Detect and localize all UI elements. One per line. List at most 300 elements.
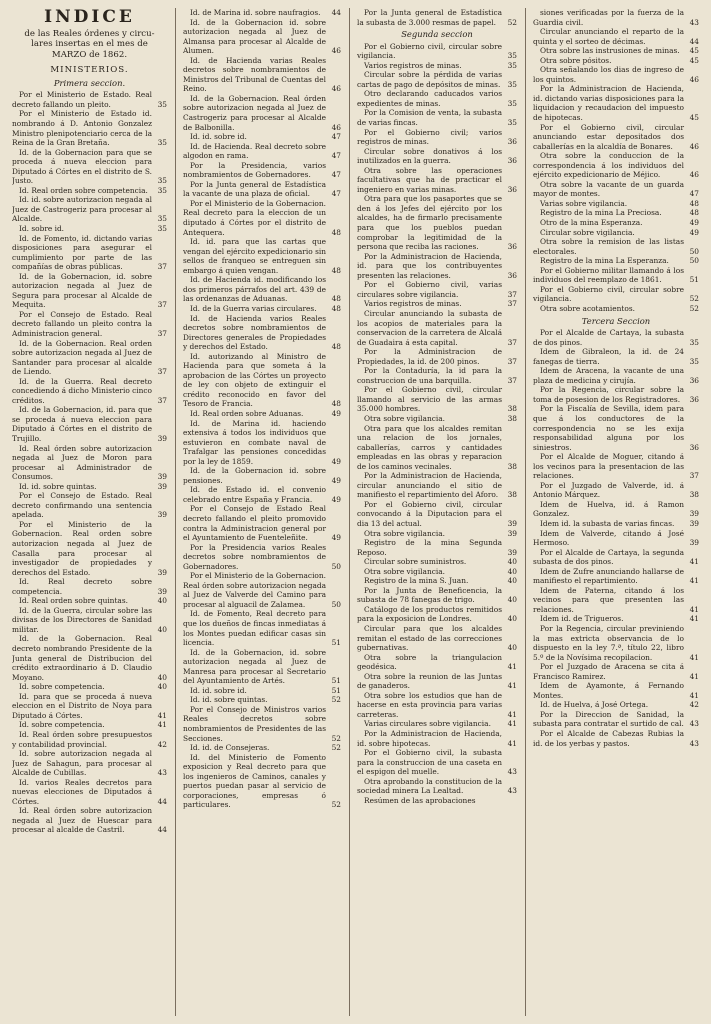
index-entry: [12, 90, 167, 109]
index-entry: [357, 280, 517, 299]
entry-page-number: 44: [157, 825, 167, 835]
entry-page-number: 47: [331, 170, 341, 180]
entry-page-number: 40: [507, 595, 517, 605]
index-entry: [533, 151, 699, 180]
index-entry: [533, 500, 699, 519]
entry-text: Id. Real orden sobre quintas.: [19, 596, 128, 606]
index-entry: [357, 777, 517, 796]
index-entry: [357, 89, 517, 108]
entry-page-number: 48: [331, 265, 341, 275]
index-entry: [533, 123, 699, 152]
entry-page-number: 35: [689, 337, 699, 347]
entry-page-number: 44: [331, 8, 341, 17]
index-entry: [12, 749, 167, 778]
index-entry: [183, 237, 341, 275]
entry-text: Id. de la Gobernacion, id. sobre autorizacion negada al Juez de Segura para procesar al Alcalde de Mequita.: [12, 271, 152, 310]
index-entry: [12, 405, 167, 443]
entry-page-number: 50: [689, 246, 699, 256]
index-entry: [357, 748, 517, 777]
entry-text: Por el Ministerio de la Gobernacion. Real órden sobre autorizacion negada al Juez de Valverde del Camino para procesar al alguacil de Zalamea.: [183, 571, 326, 609]
index-entry: [183, 571, 341, 609]
entry-page-number: 49: [331, 494, 341, 504]
entry-page-number: 46: [331, 46, 341, 56]
index-entry: [533, 218, 699, 228]
entry-page-number: 50: [331, 599, 341, 609]
entry-text: Por la Administracion de Propiedades, la id. de 200 pinos.: [357, 347, 502, 366]
index-entry: [357, 147, 517, 166]
entry-text: Otra sobre vigilancia.: [364, 566, 445, 576]
index-entry: [357, 108, 517, 127]
entry-text: Por la Junta de Beneficencia, la subasta de 78 fanegas de trigo.: [357, 585, 502, 605]
section-heading: Segunda seccion: [401, 29, 473, 40]
index-entry: [357, 586, 517, 605]
entry-text: Por la Direccion de Sanidad, la subasta para contratar el surtido de cal.: [533, 709, 684, 729]
entry-page-number: 41: [157, 710, 167, 720]
index-entry: [533, 452, 699, 481]
index-entry: [357, 166, 517, 195]
section-heading-first: Primera seccion.: [53, 77, 126, 88]
entry-page-number: 38: [507, 490, 517, 500]
entry-text: Por la Junta general de Estadística la subasta de 3.000 resmas de papel.: [357, 8, 502, 27]
entry-page-number: 52: [331, 733, 341, 743]
index-entry: [533, 662, 699, 681]
entry-text: Id. de Hacienda. Real decreto sobre algodon en rama.: [183, 141, 326, 161]
index-entry: [533, 729, 699, 748]
index-entry: [183, 504, 341, 542]
index-entry: [533, 385, 699, 404]
entry-page-number: 37: [157, 262, 167, 272]
index-entry: [533, 228, 699, 238]
entry-page-number: 41: [689, 652, 699, 662]
entry-page-number: 49: [689, 227, 699, 237]
index-entry: [533, 8, 699, 27]
entry-page-number: 41: [689, 690, 699, 700]
index-entry: [533, 304, 699, 314]
index-entry: [183, 142, 341, 161]
entry-page-number: 49: [331, 475, 341, 485]
entry-page-number: 41: [157, 720, 167, 730]
entry-page-number: 41: [689, 604, 699, 614]
entry-text: Id. de la Gobernacion para que se proceda á nueva eleccion para Diputado á Córtes en el distrito de S. Justo.: [12, 147, 152, 186]
entries-list: [533, 8, 699, 748]
index-entry: [12, 778, 167, 807]
entry-text: Por la Administracion de Hacienda, id. para que los contribuyentes presenten las relaciones.: [357, 251, 502, 280]
entry-page-number: 43: [507, 767, 517, 777]
entry-text: Por el Ministerio de Estado. Real decreto fallando un pleito.: [12, 90, 152, 109]
entry-text: Id. de Hacienda varios Reales decretos sobre nombramientos de Directores generales de Propiedades y derechos del Estado.: [183, 313, 326, 352]
index-entry: [357, 605, 517, 624]
entry-page-number: 36: [689, 394, 699, 404]
entry-text: Id. de la Guerra. Real decreto concediendo á dicho Ministerio cinco créditos.: [12, 376, 152, 405]
entry-page-number: 36: [689, 442, 699, 452]
index-entry: [357, 366, 517, 385]
entry-page-number: 35: [507, 79, 517, 89]
index-entry: [357, 672, 517, 691]
entry-page-number: 41: [507, 709, 517, 719]
index-entry: [183, 743, 341, 753]
entry-text: Por la Regencia, circular previniendo la mas extricta observancia de lo dispuesto en la ley 7.ª, título 22, libro 5.º de la Novísima recopilacion.: [533, 624, 684, 662]
index-entry: [183, 609, 341, 647]
entry-text: Otra sobre la vacante de un guarda mayor de montes.: [533, 179, 684, 199]
entry-page-number: 43: [689, 17, 699, 27]
entry-text: Id. de Fomento, Real decreto para que los dueños de fincas inmediatas á los Montes puedan edificar casas sin licencia.: [183, 609, 326, 648]
entry-text: Por el Gobierno civil, circular sobre vigilancia.: [357, 41, 502, 61]
entry-text: Resúmen de las aprobaciones: [364, 795, 476, 805]
entry-text: Otra aprobando la constitucion de la sociedad minera La Lealtad.: [357, 776, 502, 796]
entry-text: Registro de la mina La Preciosa.: [540, 208, 662, 218]
entries-list: [183, 8, 341, 810]
index-entry: [12, 234, 167, 272]
entry-page-number: 46: [689, 170, 699, 180]
entry-text: Id. varios Reales decretos para nuevas elecciones de Diputados á Córtes.: [12, 777, 152, 806]
index-entry: [357, 299, 517, 309]
entry-text: Por el Gobierno civil, circular sobre vigilancia.: [533, 284, 684, 304]
entry-text: Por el Juzgado de Valverde, id. á Antonio Márquez.: [533, 480, 684, 500]
index-entry: [183, 352, 341, 409]
index-entry: [357, 691, 517, 720]
entry-text: Id. de Fomento, id. dictando varias disposiciones para asegurar el cumplimiento por parte de las compañías de obras públicas.: [12, 233, 152, 272]
entry-text: Por el Consejo de Estado Real decreto fallando el pleito promovido contra la Administracion general por el Ayuntamiento de Fuenteleñite.: [183, 504, 326, 543]
entry-page-number: 51: [331, 685, 341, 695]
entry-page-number: 46: [689, 141, 699, 151]
entry-page-number: 49: [331, 456, 341, 466]
entry-text: Id. autorizando al Ministro de Hacienda para que someta á la aprobacion de las Córtes un proyecto de ley con objeto de extinguir el crédito reconocido en favor del Tesoro de Francia.: [183, 351, 326, 409]
index-entry: [183, 753, 341, 810]
entry-text: Otra sobre vigilancia.: [364, 413, 445, 423]
entry-text: Id. id. para que las cartas que vengan del ejército expedicionario sin sellos de franqueo se entreguen sin embargo á quien vengan.: [183, 237, 326, 275]
entry-text: Id. Real decreto sobre competencia.: [12, 577, 152, 596]
column-1: [12, 8, 167, 1018]
entry-page-number: 52: [689, 303, 699, 313]
entry-page-number: 40: [507, 614, 517, 624]
entry-text: Por el Ministerio de la Gobernacion. Real decreto para la eleccion de un diputado á Córtes por el distrito de Antequera.: [183, 198, 326, 237]
entry-text: Registro de la mina La Esperanza.: [540, 256, 669, 266]
entry-text: Varios registros de minas.: [364, 299, 462, 309]
index-entry: [12, 634, 167, 682]
entry-text: Por el Alcalde de Cartaya, la subasta de dos pinos.: [533, 328, 684, 347]
index-entry: [183, 199, 341, 237]
index-entry: [357, 309, 517, 347]
entry-page-number: 52: [331, 695, 341, 705]
index-entry: [12, 806, 167, 835]
entry-text: Idem de Gibraleon, la id. de 24 fanegas de tierra.: [533, 347, 684, 366]
entry-page-number: 41: [507, 662, 517, 672]
entry-text: Por el Gobierno militar llamando á los individuos del reemplazo de 1861.: [533, 265, 684, 285]
index-entry: [12, 692, 167, 721]
index-entry: [357, 500, 517, 529]
entry-text: Por la Presidencia, varios nombramientos de Gobernadores.: [183, 160, 326, 180]
index-subtitle-line: MARZO de 1862.: [51, 49, 128, 60]
entry-page-number: 43: [507, 786, 517, 796]
index-entry: [357, 42, 517, 61]
index-entry: [12, 444, 167, 482]
entry-page-number: 50: [689, 256, 699, 266]
index-entry: [357, 8, 517, 27]
index-entry: [12, 109, 167, 147]
entry-text: Por la Junta general de Estadística la vacante de una plaza de oficial.: [183, 179, 326, 199]
entry-page-number: 37: [507, 337, 517, 347]
index-entry: [183, 314, 341, 352]
index-entry: [183, 275, 341, 304]
entry-page-number: 36: [689, 375, 699, 385]
entry-text: Otra señalando los dias de ingreso de los quintos.: [533, 65, 684, 84]
entry-text: Por la Comision de venta, la subasta de varias fincas.: [357, 108, 502, 128]
entry-page-number: 35: [689, 356, 699, 366]
entry-page-number: 37: [689, 471, 699, 481]
entry-page-number: 52: [507, 17, 517, 27]
entry-page-number: 39: [157, 567, 167, 577]
entry-text: Id. para que se proceda á nueva eleccion en el Distrito de Noya para Diputado á Córtes.: [12, 691, 152, 720]
index-entry: [533, 567, 699, 586]
entry-text: Otra para que los alcaldes remitan una relacion de los jornales, caballerías, carros y cantidades empleadas en las obras y reparacion de los caminos vecinales.: [357, 423, 502, 471]
entry-text: Idem de Ayamonte, á Fernando Montes.: [533, 681, 684, 700]
entry-page-number: 47: [689, 189, 699, 199]
entry-text: Otra sobre la reunion de las Juntas de ganaderos.: [357, 671, 502, 691]
index-entry: [12, 148, 167, 186]
entry-text: Id. Real orden sobre Aduanas.: [190, 408, 304, 418]
entry-text: Por el Gobierno civil, circular llamando al servicio de las armas 35.000 hombres.: [357, 385, 502, 414]
entry-page-number: 47: [331, 151, 341, 161]
entry-page-number: 37: [507, 289, 517, 299]
entry-page-number: 36: [507, 242, 517, 252]
column-rule: [175, 8, 176, 1016]
entry-page-number: 43: [157, 768, 167, 778]
entry-page-number: 44: [689, 36, 699, 46]
column-rule: [525, 8, 526, 1016]
entry-page-number: 37: [507, 356, 517, 366]
column-rule: [349, 8, 350, 1016]
index-entry: [12, 682, 167, 692]
entry-page-number: 48: [331, 294, 341, 304]
index-entry: [183, 695, 341, 705]
entry-text: Idem de Valverde, citando á José Hermoso.: [533, 528, 684, 548]
entry-text: Por el Ministerio de la Gobernacion. Real orden sobre autorizacion negada al Juez de Casalla para procesar al investigador de propiedades y derechos del Estado.: [12, 519, 152, 577]
entry-text: Catálogo de los productos remitidos para la exposicion de Londres.: [357, 604, 502, 624]
column-4: [533, 8, 699, 1018]
entry-text: Otra sobre las instrusiones de minas.: [540, 46, 680, 56]
entry-page-number: 39: [157, 586, 167, 596]
entry-page-number: 41: [689, 557, 699, 567]
index-entry: [533, 529, 699, 548]
entry-text: Por el Consejo de Estado. Real decreto confirmando una sentencia apelada.: [12, 491, 152, 520]
entry-text: Circular sobre donativos á los inutilizados en la guerra.: [357, 146, 502, 166]
entry-text: Id. id. de Consejeras.: [190, 743, 270, 753]
index-entry: [533, 519, 699, 529]
entry-page-number: 41: [689, 614, 699, 624]
entry-text: Id. de la Gobernacion, id. para que se proceda á nueva eleccion para Diputado á Córtes en el distrito de Trujillo.: [12, 405, 152, 443]
entry-text: Circular sobre vigilancia.: [540, 227, 635, 237]
entry-text: Id. de la Gobernacion, id. sobre autorizacion negada al Juez de Manresa para procesar al Secretario del Ayuntamiento de Artés.: [183, 647, 326, 686]
entry-text: Por el Gobierno civil, varias circulares sobre vigilancia.: [357, 280, 502, 299]
entry-page-number: 35: [157, 138, 167, 148]
entry-page-number: 46: [689, 74, 699, 84]
entry-text: Id. sobre competencia.: [19, 682, 105, 692]
entry-page-number: 37: [157, 395, 167, 405]
entry-page-number: 37: [507, 299, 517, 309]
entry-text: Por el Juzgado de Aracena se cita á Francisco Ramirez.: [533, 662, 684, 681]
entry-text: Id. id. sobre id.: [190, 685, 247, 695]
index-entry: [533, 347, 699, 366]
entry-text: Por el Alcalde de Moguer, citando á los vecinos para la presentacion de las relaciones.: [533, 452, 684, 481]
entry-page-number: 37: [157, 300, 167, 310]
entry-page-number: 48: [689, 208, 699, 218]
entry-page-number: 38: [507, 404, 517, 414]
index-entry: [183, 161, 341, 180]
index-entry: [183, 466, 341, 485]
entry-text: Idem id. la subasta de varias fincas.: [540, 518, 675, 528]
entry-text: Id. de Hacienda varias Reales decretos sobre nombramientos de Ministros del Tribunal de Cuentas del Reino.: [183, 55, 326, 94]
index-entry: [357, 729, 517, 748]
entry-text: Id. de la Gobernacion id. sobre autorizacion negada al Juez de Almansa para procesar al Alcalde de Alumen.: [183, 17, 326, 56]
index-entry: [357, 624, 517, 653]
index-entry: [357, 576, 517, 586]
entry-page-number: 51: [331, 638, 341, 648]
entry-text: Idem de Huelva, id. á Ramon Gonzalez.: [533, 499, 684, 519]
index-entry: [357, 347, 517, 366]
index-entry: [12, 224, 167, 234]
entry-text: Id. sobre autorizacion negada al Juez de Sahagun, para procesar al Alcalde de Cubillas.: [12, 749, 152, 778]
index-entry: [533, 481, 699, 500]
index-entry: [357, 719, 517, 729]
entry-text: Id. id. sobre quintas.: [190, 695, 268, 705]
index-entry: [357, 529, 517, 539]
entry-page-number: 36: [507, 137, 517, 147]
entry-text: Id. de la Gobernacion. Real decreto nombrando Presidente de la Junta general de Distribucion del crédito extraordinario á D. Claudio Moyano.: [12, 634, 152, 682]
entry-page-number: 36: [507, 270, 517, 280]
index-entry: [12, 195, 167, 224]
column-3: [357, 8, 517, 1018]
entry-text: Idem de Paterna, citando á los vecinos para que presenten las relaciones.: [533, 585, 684, 614]
entry-page-number: 43: [689, 738, 699, 748]
index-entry: [12, 720, 167, 730]
entry-text: Id. de Hacienda id. modificando los dos primeros párrafos del art. 439 de las ordenanzas de Aduanas.: [183, 275, 326, 304]
index-entry: [12, 491, 167, 520]
index-entry: [357, 471, 517, 500]
entry-text: Por el Ministerio de Estado id. nombrando á D. Antonio Gonzalez Ministro plenipotenciario cerca de la Reina de la Gran Bretaña.: [12, 109, 152, 148]
index-entry: [357, 70, 517, 89]
entry-text: Id. id. sobre autorizacion negada al Juez de Castrogeriz para procesar al Alcalde.: [12, 195, 152, 224]
entry-text: Por el Gobierno civil, la subasta para la construccion de una caseta en el espigon del muelle.: [357, 748, 502, 777]
entry-page-number: 35: [157, 99, 167, 109]
index-entry: [183, 94, 341, 132]
entry-text: Por la Regencia, circular sobre la toma de posesion de los Registradores.: [533, 385, 684, 404]
entry-page-number: 48: [331, 342, 341, 352]
index-entry: [533, 614, 699, 624]
index-heading: [12, 8, 167, 60]
entry-page-number: 40: [507, 576, 517, 586]
entry-text: Por el Gobierno civil, circular anunciando estar depositados dos caballerías en la alcaldía de Bonares.: [533, 122, 684, 151]
index-entry: [183, 543, 341, 572]
entry-page-number: 35: [507, 98, 517, 108]
entry-text: Circular sobre la pérdida de varias cartas de pago de depósitos de minas.: [357, 70, 502, 89]
entry-text: Id. de la Gobernacion id. sobre pensiones.: [183, 466, 326, 485]
entry-text: Otra sobre vigilancia.: [364, 528, 445, 538]
entry-page-number: 45: [689, 55, 699, 65]
index-entry: [183, 485, 341, 504]
index-entry: [357, 557, 517, 567]
entry-text: Varias circulares sobre vigilancia.: [364, 719, 491, 729]
entry-page-number: 37: [157, 328, 167, 338]
index-subtitle-line: de las Reales órdenes y circu-: [24, 29, 155, 39]
entry-text: Otro de la mina Esperanza.: [540, 218, 643, 228]
entry-page-number: 36: [507, 156, 517, 166]
entry-text: Otro declarando caducados varios expedientes de minas.: [357, 89, 502, 108]
index-entry: [533, 700, 699, 710]
entry-page-number: 39: [689, 518, 699, 528]
entry-page-number: 40: [507, 643, 517, 653]
section-heading: Tercera Seccion: [581, 315, 651, 326]
entry-text: Otra sobre las operaciones facultativas que ha de practicar el ingeniero en varias minas.: [357, 165, 502, 194]
index-entry: [533, 285, 699, 304]
entry-page-number: 51: [331, 676, 341, 686]
index-entry: [533, 208, 699, 218]
index-entry: [533, 586, 699, 615]
entry-page-number: 40: [507, 557, 517, 567]
index-entry: [357, 385, 517, 414]
entry-page-number: 52: [689, 294, 699, 304]
entry-page-number: 42: [157, 739, 167, 749]
index-entry: [183, 56, 341, 94]
entry-text: Id. Real órden sobre autorizacion negada al Juez de Moron para procesar al Administrador de Consumos.: [12, 443, 152, 482]
entry-page-number: 38: [507, 461, 517, 471]
entry-page-number: 39: [507, 518, 517, 528]
entry-text: Circular para que los alcaldes remitan el estado de las correcciones gubernativas.: [357, 624, 502, 653]
entry-text: Id. de Marina id. sobre naufragios.: [190, 8, 321, 17]
entry-text: Registro de la mina Segunda Reposo.: [357, 538, 502, 557]
index-entry: [533, 65, 699, 84]
entry-page-number: 37: [507, 375, 517, 385]
index-entry: [183, 705, 341, 743]
entry-text: Por la Administracion de Hacienda, id. dictando varias disposiciones para la liquidacion y recaudacion del impuesto de hipotecas.: [533, 84, 684, 123]
entry-page-number: 41: [689, 671, 699, 681]
index-entry: [357, 796, 517, 806]
entry-page-number: 45: [689, 113, 699, 123]
entry-page-number: 52: [331, 743, 341, 753]
entry-page-number: 40: [157, 682, 167, 692]
index-title: INDICE: [44, 8, 135, 27]
entry-page-number: 42: [689, 700, 699, 710]
entry-page-number: 48: [331, 227, 341, 237]
index-entry: [533, 180, 699, 199]
entry-page-number: 39: [507, 547, 517, 557]
index-entry: [357, 414, 517, 424]
entry-page-number: 40: [157, 624, 167, 634]
entry-page-number: 41: [507, 681, 517, 691]
entry-text: Otra sobre los estudios que han de hacerse en esta provincia para varias carreteras.: [357, 690, 502, 719]
index-entry: [533, 56, 699, 66]
index-entry: [357, 128, 517, 147]
entry-page-number: 48: [331, 303, 341, 313]
index-entry: [12, 186, 167, 196]
index-entry: [12, 520, 167, 577]
entry-text: Otra sobre acotamientos.: [540, 303, 635, 313]
entry-page-number: 49: [331, 533, 341, 543]
entry-text: Varios registros de minas.: [364, 60, 462, 70]
index-entry: [183, 304, 341, 314]
entry-text: Id. sobre competencia.: [19, 720, 105, 730]
index-entry: [357, 567, 517, 577]
entry-page-number: 52: [331, 800, 341, 810]
entry-page-number: 36: [507, 184, 517, 194]
column-2: [183, 8, 341, 1018]
entry-text: Por el Alcalde de Cartaya, la segunda subasta de dos pinos.: [533, 547, 684, 567]
entry-page-number: 49: [689, 218, 699, 228]
entry-text: Id. de Estado id. el convenio celebrado entre España y Francia.: [183, 485, 326, 504]
entry-page-number: 35: [157, 214, 167, 224]
index-entry: [533, 328, 699, 347]
entry-text: Id. de Marina id. haciendo extensiva á todos los individuos que estuvieron en combate naval de Trafalgar las pensiones concedidas por la ley de 1859.: [183, 418, 326, 466]
entry-text: Por el Alcalde de Cabezas Rubias la id. de los yerbas y pastos.: [533, 729, 684, 748]
